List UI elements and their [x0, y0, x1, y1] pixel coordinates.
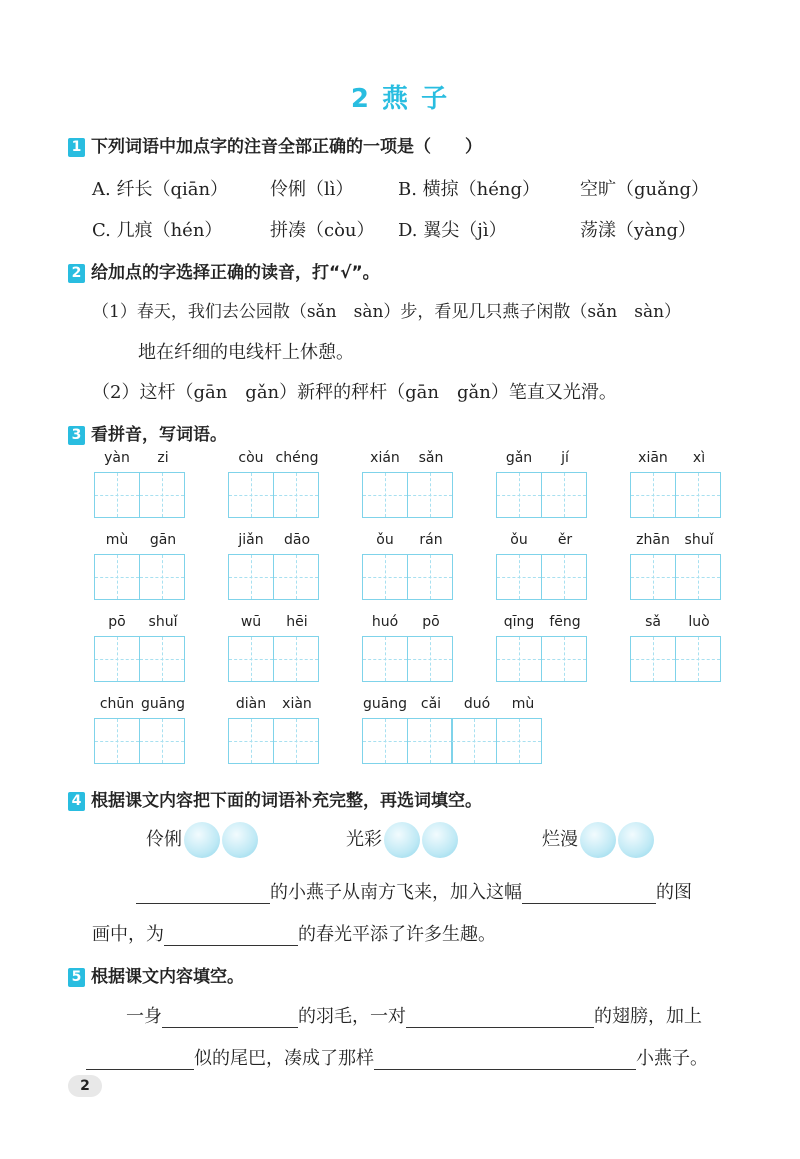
fill-blank[interactable]	[374, 1049, 636, 1070]
writing-grid	[228, 472, 317, 518]
option-c1: C. 几痕（hén）	[92, 220, 223, 241]
writing-cell[interactable]	[273, 554, 319, 600]
option-a1: A. 纤长（qiān）	[92, 179, 229, 200]
pinyin-label	[362, 614, 454, 630]
writing-grid	[630, 472, 719, 518]
pinyin-syllable: chūn	[99, 696, 135, 712]
writing-grid	[496, 472, 585, 518]
writing-cell[interactable]	[362, 472, 408, 518]
pinyin-label	[362, 450, 454, 466]
writing-cell[interactable]	[630, 554, 676, 600]
pinyin-syllable: ǒu	[376, 532, 394, 548]
question-3	[68, 420, 227, 445]
idiom-3	[542, 822, 654, 858]
writing-cell[interactable]	[139, 554, 185, 600]
writing-grid	[94, 472, 183, 518]
page-title: 2 燕 子	[350, 84, 450, 114]
option-c2: 拼凑（còu）	[270, 220, 375, 241]
writing-cell[interactable]	[228, 718, 274, 764]
writing-cell[interactable]	[407, 554, 453, 600]
pinyin-label	[228, 696, 320, 712]
question-number: 3	[68, 426, 85, 445]
writing-grid	[94, 636, 183, 682]
pinyin-syllable: jiǎn	[238, 532, 264, 548]
writing-cell[interactable]	[228, 636, 274, 682]
writing-cell[interactable]	[496, 554, 542, 600]
writing-cell[interactable]	[273, 472, 319, 518]
pinyin-syllable: jí	[561, 450, 569, 466]
writing-cell[interactable]	[541, 472, 587, 518]
writing-cell[interactable]	[630, 472, 676, 518]
writing-grid	[630, 554, 719, 600]
pinyin-syllable: ěr	[557, 532, 573, 548]
writing-grid	[228, 554, 317, 600]
pinyin-label	[94, 696, 186, 712]
writing-cell[interactable]	[362, 636, 408, 682]
bubble-blank[interactable]	[422, 822, 458, 858]
pinyin-label	[630, 450, 722, 466]
pinyin-label	[630, 532, 722, 548]
q5-line-2: 似的尾巴，凑成了那样 小燕子。	[86, 1044, 708, 1070]
q2-line-2: 地在纤细的电线杆上休憩。	[138, 342, 354, 363]
writing-grid	[496, 554, 585, 600]
question-2	[68, 258, 380, 283]
question-number: 5	[68, 968, 85, 987]
bubble-blank[interactable]	[618, 822, 654, 858]
idiom-word: 伶俐	[146, 829, 182, 850]
writing-grid	[496, 636, 585, 682]
pinyin-syllable: yàn	[104, 450, 130, 466]
pinyin-label	[94, 450, 186, 466]
pinyin-label	[496, 450, 588, 466]
writing-grid	[94, 554, 183, 600]
writing-grid	[94, 718, 183, 764]
pinyin-syllable: guāng	[140, 696, 186, 712]
pinyin-label	[228, 614, 320, 630]
q4-sentence-1: 的小燕子从南方飞来，加入这幅 的图	[136, 878, 692, 904]
pinyin-label	[94, 614, 186, 630]
writing-cell[interactable]	[496, 636, 542, 682]
pinyin-label	[496, 532, 588, 548]
q4-sentence-2: 画中，为 的春光平添了许多生趣。	[92, 924, 496, 945]
writing-grid	[362, 636, 451, 682]
pinyin-label	[94, 532, 186, 548]
pinyin-label	[228, 450, 320, 466]
writing-cell[interactable]	[94, 472, 140, 518]
pinyin-syllable: fēng	[549, 614, 581, 630]
writing-cell[interactable]	[94, 636, 140, 682]
writing-cell[interactable]	[630, 636, 676, 682]
writing-cell[interactable]	[675, 472, 721, 518]
idiom-2	[346, 822, 458, 858]
pinyin-syllable: pō	[108, 614, 126, 630]
pinyin-syllable: zhān	[636, 532, 670, 548]
bubble-blank[interactable]	[384, 822, 420, 858]
pinyin-syllable: shuǐ	[148, 614, 178, 630]
writing-grid	[362, 472, 451, 518]
writing-cell[interactable]	[273, 636, 319, 682]
pinyin-syllable: shuǐ	[684, 532, 714, 548]
question-text: 根据课文内容填空。	[91, 967, 244, 987]
question-text: 给加点的字选择正确的读音，打“√”。	[91, 263, 380, 283]
question-4	[68, 786, 482, 811]
writing-cell[interactable]	[496, 472, 542, 518]
q2-line-1: （1）春天，我们去公园散（sǎn sàn）步，看见几只燕子闲散（sǎn sàn）	[92, 302, 682, 322]
question-text: 根据课文内容把下面的词语补充完整，再选词填空。	[91, 791, 482, 811]
pinyin-syllable: gǎn	[505, 450, 533, 466]
pinyin-label	[496, 614, 588, 630]
pinyin-label	[362, 696, 546, 712]
idiom-word: 烂漫	[542, 829, 578, 850]
pinyin-syllable: xiàn	[282, 696, 312, 712]
writing-cell[interactable]	[407, 472, 453, 518]
question-text: 下列词语中加点字的注音全部正确的一项是（ ）	[91, 137, 482, 157]
pinyin-syllable: cǎi	[420, 696, 442, 712]
pinyin-syllable: còu	[238, 450, 264, 466]
option-d1: D. 翼尖（jì）	[398, 220, 507, 241]
pinyin-syllable: wū	[240, 614, 262, 630]
question-number: 2	[68, 264, 85, 283]
pinyin-label	[362, 532, 454, 548]
bubble-blank[interactable]	[222, 822, 258, 858]
fill-blank[interactable]	[86, 1049, 194, 1070]
writing-grid	[228, 718, 317, 764]
pinyin-syllable: xì	[692, 450, 706, 466]
question-number: 1	[68, 138, 85, 157]
idiom-1	[146, 822, 258, 858]
pinyin-label	[630, 614, 722, 630]
writing-grid	[630, 636, 719, 682]
question-1	[68, 132, 482, 157]
writing-cell[interactable]	[139, 718, 185, 764]
pinyin-syllable: xián	[370, 450, 400, 466]
option-a2: 伶俐（lì）	[270, 179, 354, 200]
pinyin-syllable: sǎn	[418, 450, 444, 466]
writing-cell[interactable]	[228, 554, 274, 600]
writing-cell[interactable]	[407, 718, 453, 764]
fill-blank[interactable]	[162, 1007, 298, 1028]
pinyin-syllable: mù	[105, 532, 129, 548]
writing-grid	[228, 636, 317, 682]
writing-cell[interactable]	[273, 718, 319, 764]
pinyin-syllable: mù	[511, 696, 535, 712]
question-text: 看拼音，写词语。	[91, 425, 227, 445]
fill-blank[interactable]	[164, 925, 298, 946]
writing-cell[interactable]	[675, 554, 721, 600]
writing-cell[interactable]	[362, 718, 408, 764]
pinyin-syllable: diàn	[235, 696, 267, 712]
writing-cell[interactable]	[541, 636, 587, 682]
writing-cell[interactable]	[362, 554, 408, 600]
question-5	[68, 962, 244, 987]
pinyin-syllable: rán	[419, 532, 443, 548]
pinyin-syllable: chéng	[275, 450, 319, 466]
pinyin-syllable: gān	[149, 532, 177, 548]
writing-cell[interactable]	[496, 718, 542, 764]
pinyin-syllable: pō	[422, 614, 440, 630]
fill-blank[interactable]	[136, 883, 270, 904]
writing-cell[interactable]	[451, 718, 497, 764]
writing-grid	[362, 718, 540, 764]
pinyin-syllable: luò	[688, 614, 710, 630]
fill-blank[interactable]	[406, 1007, 594, 1028]
writing-cell[interactable]	[675, 636, 721, 682]
writing-cell[interactable]	[228, 472, 274, 518]
bubble-blank[interactable]	[580, 822, 616, 858]
option-b1: B. 横掠（héng）	[398, 179, 541, 200]
pinyin-syllable: ǒu	[510, 532, 528, 548]
writing-cell[interactable]	[94, 718, 140, 764]
option-b2: 空旷（guǎng）	[580, 179, 709, 200]
fill-blank[interactable]	[522, 883, 656, 904]
bubble-blank[interactable]	[184, 822, 220, 858]
pinyin-label	[228, 532, 320, 548]
pinyin-syllable: qīng	[503, 614, 535, 630]
question-number: 4	[68, 792, 85, 811]
pinyin-syllable: zi	[157, 450, 169, 466]
pinyin-syllable: huó	[371, 614, 399, 630]
q2-line-3: （2）这杆（gān gǎn）新秤的秤杆（gān gǎn）笔直又光滑。	[92, 382, 617, 403]
idiom-word: 光彩	[346, 829, 382, 850]
page-number: 2	[68, 1075, 102, 1097]
writing-grid	[362, 554, 451, 600]
pinyin-syllable: hēi	[286, 614, 308, 630]
q5-line-1: 一身 的羽毛，一对 的翅膀，加上	[126, 1006, 702, 1027]
option-d2: 荡漾（yàng）	[580, 220, 697, 241]
writing-cell[interactable]	[139, 472, 185, 518]
writing-cell[interactable]	[94, 554, 140, 600]
pinyin-syllable: sǎ	[645, 614, 661, 630]
pinyin-syllable: guāng	[362, 696, 408, 712]
pinyin-syllable: duó	[463, 696, 491, 712]
writing-cell[interactable]	[139, 636, 185, 682]
pinyin-syllable: xiān	[638, 450, 668, 466]
writing-cell[interactable]	[541, 554, 587, 600]
pinyin-syllable: dāo	[283, 532, 311, 548]
writing-cell[interactable]	[407, 636, 453, 682]
